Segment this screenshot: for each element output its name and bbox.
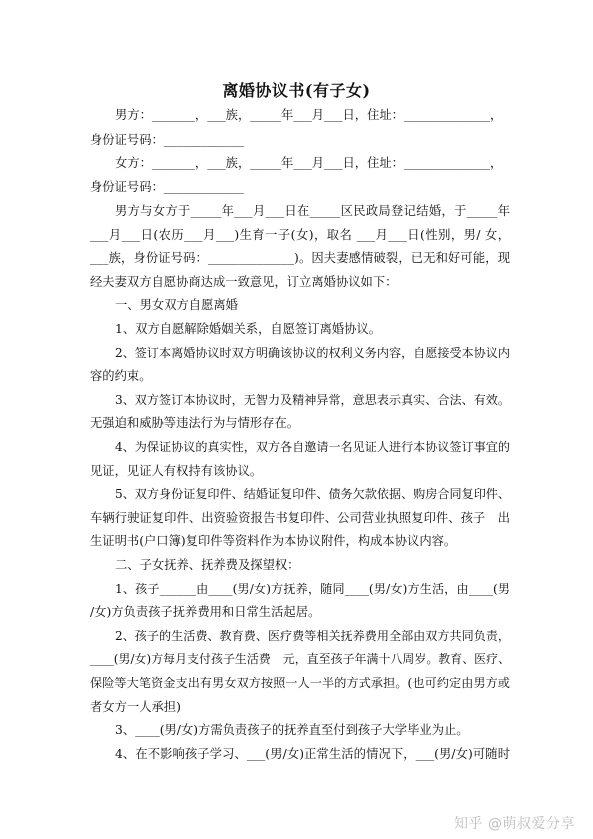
clause-line: 4、为保证协议的真实性，双方各自邀请一名见证人进行本协议签订事宜的	[115, 440, 510, 454]
body-line: ___月___日(农历___月___)生育一子(女)，取名 ___月___日(性别，男/ 女，	[90, 228, 510, 242]
watermark: 知乎 @萌叔爱分享	[454, 816, 575, 832]
clause-line: 保险等大笔资金支出有男女双方按照一人一半的方式承担。(也可约定由男方或	[90, 676, 510, 690]
section-heading: 一、男女双方自愿离婚	[115, 298, 238, 312]
body-line: ___族，身份证号码：______________)。因夫妻感情破裂，已无和好可能，现	[90, 251, 510, 265]
body-line: 男方与女方于_____年___月___日在_____区民政局登记结婚，于_____年	[115, 204, 510, 218]
clause-line: 见证，见证人有权持有该协议。	[90, 464, 263, 478]
clause-line: 2、孩子的生活费、教育费、医疗费等相关抚养费用全部由双方共同负责，	[115, 629, 510, 643]
husband-id-line: 身份证号码：_____________	[90, 133, 244, 147]
wife-id-line: 身份证号码：_____________	[90, 180, 244, 194]
clause-line: 4、在不影响孩子学习、___(男/女)正常生活的情况下，___(男/女)可随时	[115, 747, 510, 761]
clause-line: ____(男/女)方每月支付孩子生活费 元，直至孩子年满十八周岁。教育、医疗、	[90, 652, 510, 666]
clause-line: /女)方负责孩子抚养费用和日常生活起居。	[90, 605, 321, 619]
clause-line: 车辆行驶证复印件、出资验资报告书复印件、公司营业执照复印件、孩子 出	[90, 511, 510, 525]
clause-line: 5、双方身份证复印件、结婚证复印件、债务欠款依据、购房合同复印件、	[115, 487, 510, 501]
clause-line: 容的约束。	[90, 369, 152, 383]
document-title: 离婚协议书(有子女)	[222, 81, 371, 100]
clause-line: 2、签订本离婚协议时双方明确该协议的权利义务内容，自愿接受本协议内	[115, 346, 510, 360]
clause-line: 无强迫和威胁等违法行为与情形存在。	[90, 416, 300, 430]
wife-info-line: 女方：_______，___族，_____年___月___日，住址：______________，	[115, 156, 503, 170]
clause-line: 1、双方自愿解除婚姻关系，自愿签订离婚协议。	[115, 322, 382, 336]
husband-info-line: 男方：_______，___族，_____年___月___日，住址：______________，	[115, 108, 503, 122]
clause-line: 者女方一人承担)	[90, 700, 181, 714]
clause-line: 1、孩子______由____(男/女)方抚养，随同____(男/女)方生活，由____(男	[115, 582, 510, 596]
clause-line: 3、双方签订本协议时，无智力及精神异常，意思表示真实、合法、有效。	[115, 393, 510, 407]
clause-line: 3、____(男/女)方需负责孩子的抚养直至付到孩子大学毕业为止。	[115, 723, 469, 737]
section-heading: 二、子女抚养、抚养费及探望权：	[115, 558, 300, 572]
clause-line: 生证明书(户口簿)复印件等资料作为本协议附件，构成本协议内容。	[90, 534, 457, 548]
body-line: 经夫妻双方自愿协商达成一致意见，订立离婚协议如下：	[90, 275, 398, 289]
